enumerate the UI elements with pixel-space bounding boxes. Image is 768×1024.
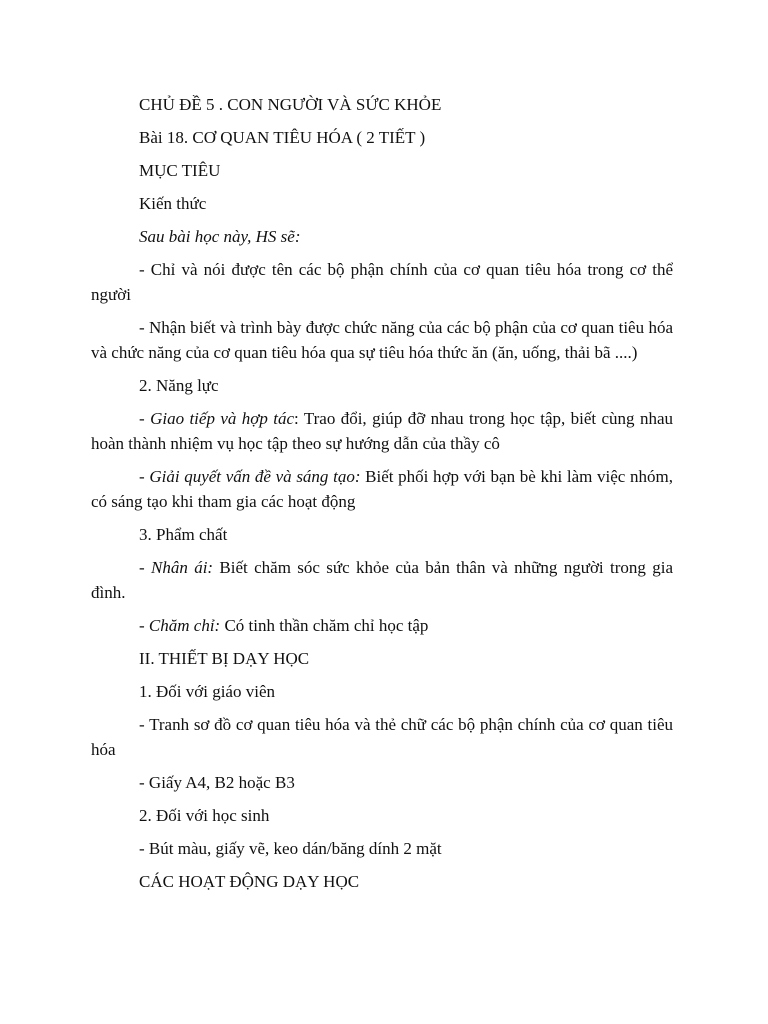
competence-item-1: - Giao tiếp và hợp tác: Trao đổi, giúp đỡ nhau trong học tập, biết cùng nhau hoàn thành nhiệm vụ học tập theo sự hướng dẫn của thầy cô [91, 409, 673, 453]
quality-item-2: - Chăm chỉ: Có tinh thần chăm chỉ học tập [139, 616, 429, 635]
quality-item-1: - Nhân ái: Biết chăm sóc sức khỏe của bản thân và những người trong gia đình. [91, 558, 673, 602]
lesson-title: Bài 18. CƠ QUAN TIÊU HÓA ( 2 TIẾT ) [139, 128, 426, 147]
objectives-heading: MỤC TIÊU [139, 161, 221, 180]
knowledge-heading: Kiến thức [139, 194, 207, 213]
after-lesson-intro: Sau bài học này, HS sẽ: [139, 227, 301, 246]
student-item-1: - Bút màu, giấy vẽ, keo dán/băng dính 2 mặt [139, 839, 442, 858]
teacher-item-1: - Tranh sơ đồ cơ quan tiêu hóa và thẻ chữ các bộ phận chính của cơ quan tiêu hóa [91, 715, 673, 759]
activities-heading: CÁC HOẠT ĐỘNG DẠY HỌC [139, 872, 360, 891]
topic-title: CHỦ ĐỀ 5 . CON NGƯỜI VÀ SỨC KHỎE [139, 95, 442, 114]
knowledge-item-2: - Nhận biết và trình bày được chức năng của các bộ phận của cơ quan tiêu hóa và chức năng của cơ quan tiêu hóa qua sự tiêu hóa thức ăn (ăn, uống, thải bã ....) [91, 318, 673, 362]
equipment-heading: II. THIẾT BỊ DẠY HỌC [139, 649, 310, 668]
qualities-heading: 3. Phẩm chất [139, 525, 228, 544]
competence-heading: 2. Năng lực [139, 376, 219, 395]
knowledge-item-1: - Chỉ và nói được tên các bộ phận chính của cơ quan tiêu hóa trong cơ thể người [91, 260, 673, 304]
document-body [91, 92, 673, 894]
competence-item-2: - Giải quyết vấn đề và sáng tạo: Biết phối hợp với bạn bè khi làm việc nhóm, có sáng tạo khi tham gia các hoạt động [91, 467, 673, 511]
teacher-item-2: - Giấy A4, B2 hoặc B3 [139, 773, 295, 792]
student-heading: 2. Đối với học sinh [139, 806, 270, 825]
teacher-heading: 1. Đối với giáo viên [139, 682, 275, 701]
